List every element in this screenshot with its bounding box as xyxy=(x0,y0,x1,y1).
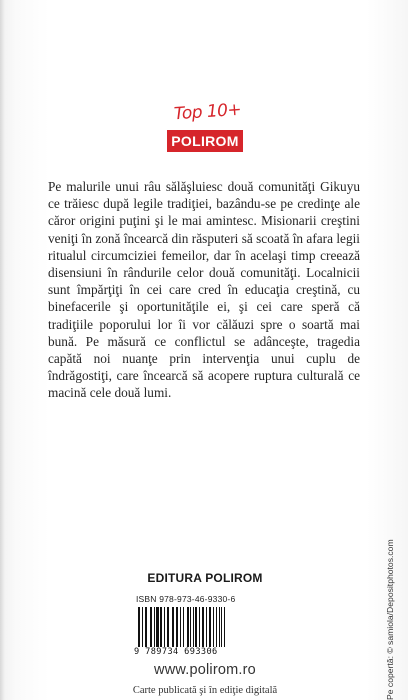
barcode-bar xyxy=(167,607,169,647)
barcode-bar xyxy=(219,607,220,647)
barcode-bar xyxy=(160,607,162,647)
barcode-bar xyxy=(209,607,211,647)
barcode-bar xyxy=(216,607,217,647)
barcode-bar xyxy=(156,607,159,647)
barcode-bar xyxy=(164,607,165,647)
series-logo xyxy=(140,100,270,152)
barcode-bar xyxy=(142,607,143,647)
barcode-bar xyxy=(195,607,197,647)
barcode-bar xyxy=(150,607,152,647)
barcode-bar xyxy=(206,607,207,647)
publisher-badge: POLIROM xyxy=(167,130,243,152)
barcode-digits: 9 789734 693306 xyxy=(134,647,218,657)
barcode-bar xyxy=(193,607,194,647)
barcode-bar xyxy=(190,607,191,647)
isbn-text: ISBN 978-973-46-9330-6 xyxy=(136,594,236,604)
barcode-bar xyxy=(224,607,225,647)
barcode-bar xyxy=(154,607,155,647)
barcode-bar xyxy=(183,607,184,647)
publisher-name: EDITURA POLIROM xyxy=(147,571,263,585)
cover-credit: Pe copertă: © samiola/Depositphotos.com xyxy=(385,539,395,700)
barcode-bar xyxy=(221,607,222,647)
barcode-bar xyxy=(180,607,181,647)
publisher-website[interactable]: www.polirom.ro xyxy=(154,662,256,678)
barcode-bar xyxy=(199,607,200,647)
spine-edge xyxy=(0,0,5,700)
barcode-icon xyxy=(136,607,274,647)
barcode-bar xyxy=(172,607,174,647)
barcode-bar xyxy=(145,607,147,647)
publisher-footer xyxy=(120,570,290,698)
digital-edition-note: Carte publicată şi în ediţie digitală xyxy=(132,685,278,696)
barcode-bar xyxy=(187,607,189,647)
book-blurb: Pe malurile unui râu sălăşluiesc două comunităţi Gikuyu ce trăiesc după legile tradiţiei, bazându-se pe credinţe ale căror origini puţini şi le mai amintesc. Misionarii creştini veniţi în zonă încearcă din răsputeri să scoată în afara legii ritualul circumciziei femeilor, dar în acelaşi timp creează disensiuni în rândurile celor două comunităţi. Localnicii sunt împărţiţi în cei care cred în educaţia creştină, cu binefacerile şi oportunităţile ei, şi cei care speră că tradiţiile poporului lor îi vor călăuzi spre o soartă mai bună. Pe măsură ce conflictul se adânceşte, tragedia capătă noi nuanţe prin intervenţia unui cuplu de îndrăgostiţi, care încearcă să acopere ruptura culturală ce macină cele două lumi. xyxy=(48,179,360,401)
barcode-bar xyxy=(138,607,140,647)
barcode-bar xyxy=(213,607,214,647)
barcode-bar xyxy=(176,607,178,647)
barcode-bar xyxy=(202,607,204,647)
series-label: Top 10+ xyxy=(173,99,243,125)
